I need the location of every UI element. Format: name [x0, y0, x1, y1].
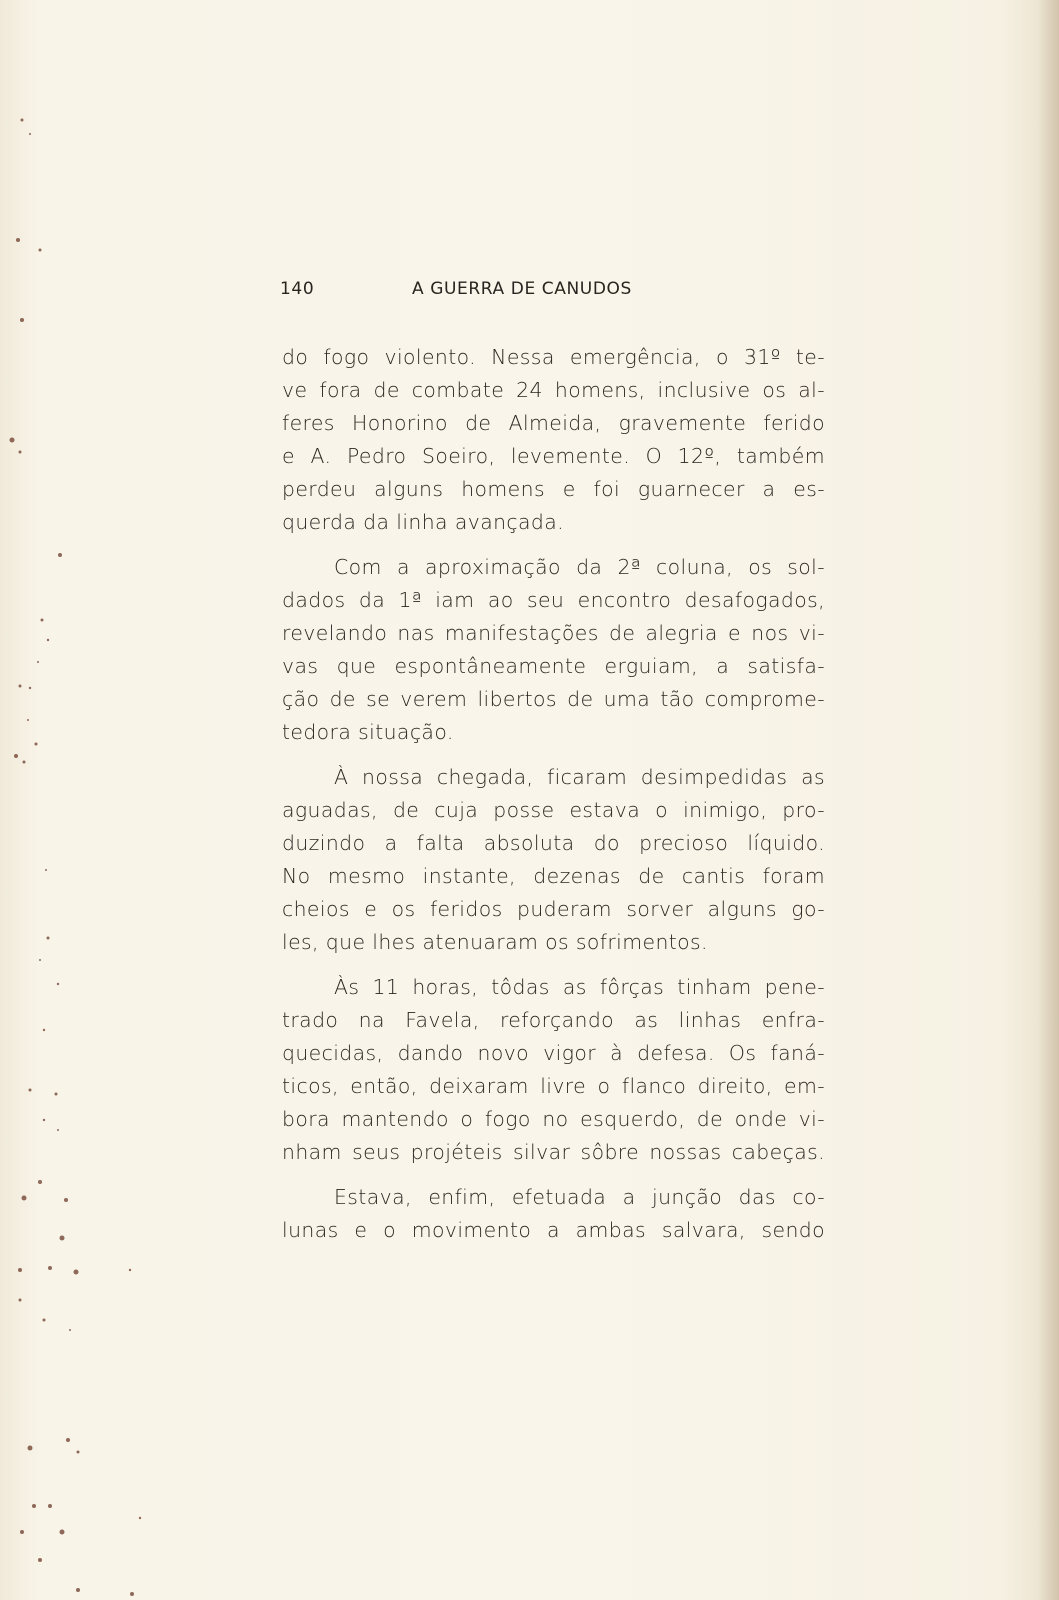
- text-line: dados da 1ª iam ao seu encontro desafogados,: [282, 588, 825, 612]
- text-line: Estava, enfim, efetuada a junção das co-: [334, 1185, 825, 1209]
- text-line: Às 11 horas, tôdas as fôrças tinham pene-: [334, 975, 825, 999]
- paragraph: [282, 551, 825, 749]
- text-line: e A. Pedro Soeiro, levemente. O 12º, também: [282, 444, 825, 468]
- text-line: À nossa chegada, ficaram desimpedidas as: [334, 765, 825, 789]
- text-line: les, que lhes atenuaram os sofrimentos.: [282, 930, 708, 954]
- paragraph: [282, 1181, 825, 1247]
- text-line: querda da linha avançada.: [282, 510, 565, 534]
- paper-specks: [0, 0, 180, 1600]
- paragraph: [282, 971, 825, 1169]
- text-line: ticos, então, deixaram livre o flanco direito, em-: [282, 1074, 825, 1098]
- text-line: No mesmo instante, dezenas de cantis foram: [282, 864, 825, 888]
- text-line: cheios e os feridos puderam sorver alguns go-: [282, 897, 825, 921]
- text-line: aguadas, de cuja posse estava o inimigo, pro-: [282, 798, 825, 822]
- text-line: quecidas, dando novo vigor à defesa. Os faná-: [282, 1041, 825, 1065]
- page-spine-shadow: [1037, 0, 1059, 1600]
- text-line: ção de se verem libertos de uma tão comprome-: [282, 687, 825, 711]
- running-title: A GUERRA DE CANUDOS: [412, 279, 632, 299]
- text-line: Com a aproximação da 2ª coluna, os sol-: [334, 555, 825, 579]
- text-line: revelando nas manifestações de alegria e nos vi-: [282, 621, 825, 645]
- body-text: [282, 341, 825, 1259]
- running-header: [280, 279, 825, 305]
- text-line: duzindo a falta absoluta do precioso líquido.: [282, 831, 825, 855]
- text-line: nham seus projéteis silvar sôbre nossas cabeças.: [282, 1140, 825, 1164]
- text-line: bora mantendo o fogo no esquerdo, de onde vi-: [282, 1107, 825, 1131]
- text-line: feres Honorino de Almeida, gravemente ferido: [282, 411, 825, 435]
- text-line: vas que espontâneamente erguiam, a satisfa-: [282, 654, 825, 678]
- text-line: tedora situação.: [282, 720, 454, 744]
- text-line: trado na Favela, reforçando as linhas enfra-: [282, 1008, 825, 1032]
- page-number: 140: [280, 279, 315, 299]
- text-line: ve fora de combate 24 homens, inclusive os al-: [282, 378, 825, 402]
- paragraph: [282, 341, 825, 539]
- text-line: lunas e o movimento a ambas salvara, sendo: [282, 1218, 825, 1242]
- paragraph: [282, 761, 825, 959]
- text-line: perdeu alguns homens e foi guarnecer a es-: [282, 477, 825, 501]
- text-line: do fogo violento. Nessa emergência, o 31º te-: [282, 345, 825, 369]
